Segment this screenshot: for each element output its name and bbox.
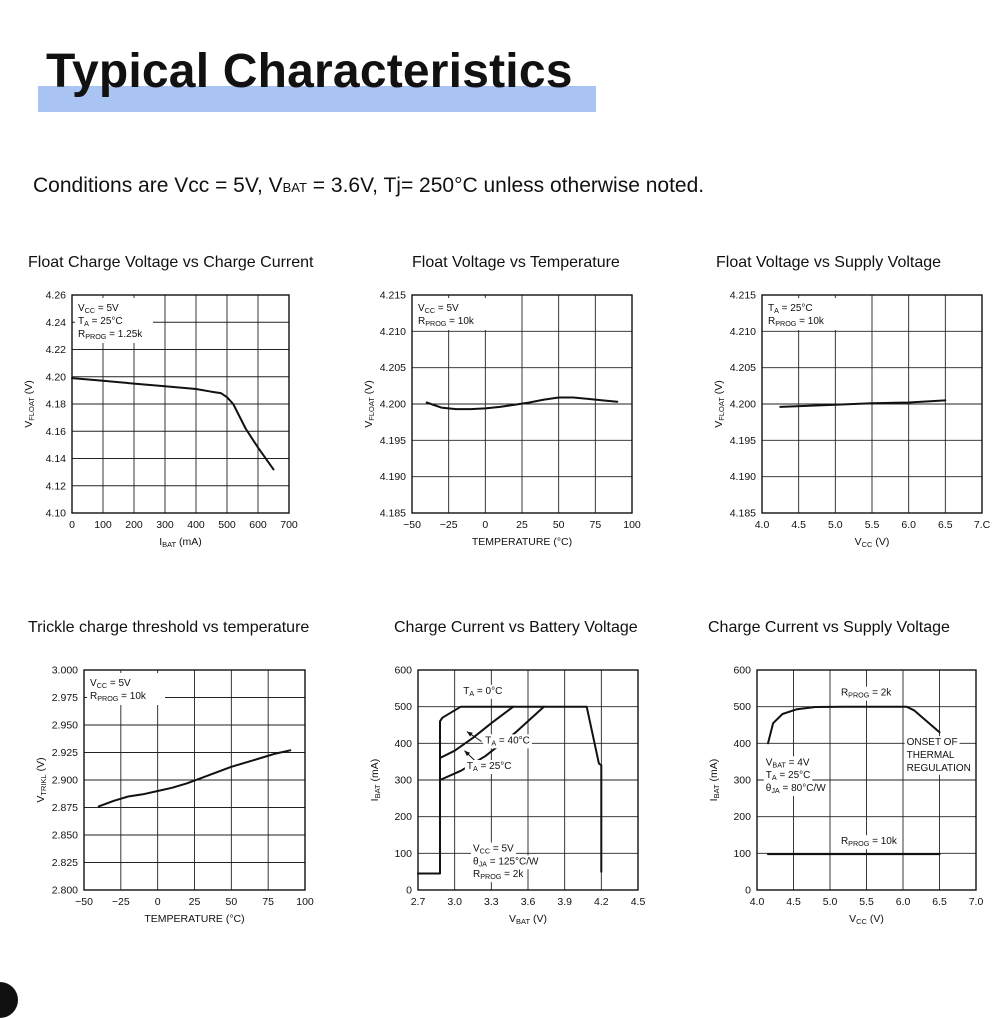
- chart-5-annotation-3: [473, 844, 514, 856]
- chart-5-xlabel-unit: (V): [530, 913, 547, 925]
- chart-1-xtick-label: 100: [94, 519, 112, 531]
- chart-3-ylabel-unit: (V): [713, 380, 725, 398]
- chart-3-ytick-label: 4.200: [729, 398, 756, 411]
- chart-6-annotation-2-main: THERMAL: [906, 750, 955, 761]
- chart-1-ylabel-main: V: [23, 420, 35, 428]
- chart-3-ytick-label: 4.210: [729, 325, 756, 338]
- chart-2-legend-line-0-rest: = 5V: [435, 303, 459, 314]
- chart-1-xlabel: [159, 536, 202, 549]
- chart-6-ytick-label: 600: [733, 664, 751, 677]
- chart-3-ytick-label: 4.190: [729, 471, 756, 484]
- chart-1: [23, 290, 298, 550]
- chart-6-xlabel-unit: (V): [866, 913, 884, 925]
- chart-4-ytick-label: 2.825: [51, 857, 78, 869]
- chart-6-xtick-label: 5.5: [859, 896, 874, 908]
- chart-1-series-1: [72, 378, 274, 469]
- chart-1-legend-line-2-sub: PROG: [85, 332, 107, 341]
- chart-2-xtick-label: 50: [552, 519, 565, 531]
- chart-2-ytick-label: 4.215: [379, 289, 406, 302]
- chart-1-ylabel-sub: FLOAT: [27, 397, 36, 421]
- chart-2-ylabel-sub: FLOAT: [367, 397, 376, 421]
- chart-4-ylabel-unit: (V): [35, 757, 47, 775]
- chart-6-annotation-6-sub: JA: [771, 786, 780, 795]
- chart-6-ytick-label: 300: [733, 774, 751, 787]
- chart-4-ytick-label: 2.800: [51, 884, 78, 897]
- chart-6-xtick-label: 7.0: [968, 896, 984, 908]
- chart-5-xtick-label: 3.3: [484, 896, 499, 908]
- chart-1-ytick-label: 4.10: [45, 507, 66, 520]
- chart-5-ytick-label: 300: [394, 774, 412, 787]
- chart-1-xtick-label: 300: [156, 519, 174, 531]
- chart-6-annotation-5-main: T: [765, 770, 772, 782]
- chart-6-ylabel-main: I: [708, 798, 720, 802]
- chart-title-4: Trickle charge threshold vs temperature: [28, 619, 310, 636]
- chart-1-ytick-label: 4.12: [45, 480, 66, 493]
- chart-6-annotation-7-rest: = 10k: [869, 836, 897, 848]
- chart-1-legend-line-1-rest: = 25°C: [88, 316, 123, 327]
- conditions-text-subscript: BAT: [282, 180, 307, 195]
- chart-1-ytick-label: 4.24: [45, 316, 66, 329]
- chart-5-ytick-label: 600: [394, 664, 412, 677]
- chart-title-1: Float Charge Voltage vs Charge Current: [28, 254, 314, 271]
- chart-6-xtick-label: 4.5: [786, 896, 801, 908]
- chart-5-ytick-label: 400: [394, 737, 412, 750]
- chart-3-xtick-label: 5.0: [828, 519, 843, 531]
- chart-1-legend-line-0: [78, 303, 119, 315]
- chart-2-ytick-label: 4.200: [379, 398, 406, 411]
- chart-6-annotation-5-sub: A: [771, 773, 777, 783]
- chart-4-xtick-label: −25: [111, 896, 130, 908]
- chart-2-legend-line-1-main: R: [418, 316, 426, 327]
- chart-4-xlabel-main: TEMPERATURE (°C): [144, 913, 245, 925]
- chart-1-xtick-label: 700: [280, 519, 298, 531]
- chart-6-ytick-label: 0: [745, 884, 751, 897]
- chart-6-annotation-4-main: V: [765, 757, 773, 769]
- chart-3-legend-line-0-main: T: [768, 303, 775, 314]
- chart-3-xtick-label: 4.5: [791, 519, 806, 531]
- chart-2-ylabel-main: V: [363, 420, 375, 428]
- chart-1-legend-line-1-main: T: [78, 316, 85, 327]
- chart-4-xtick-label: −50: [75, 896, 93, 908]
- chart-5-xtick-label: 2.7: [410, 896, 426, 908]
- chart-5-ylabel-main: I: [369, 798, 381, 802]
- chart-6-annotation-5-rest: = 25°C: [776, 770, 811, 782]
- chart-title-6: Charge Current vs Supply Voltage: [708, 619, 950, 636]
- chart-2: [363, 290, 641, 549]
- chart-3-ylabel: [713, 380, 726, 428]
- chart-6: [708, 665, 983, 927]
- chart-2-legend-line-0-sub: CC: [424, 306, 436, 315]
- chart-4-xtick-label: 75: [262, 896, 275, 908]
- chart-2-legend-line-1-rest: = 10k: [446, 316, 474, 327]
- chart-6-ytick-label: 200: [733, 811, 751, 824]
- chart-title-5: Charge Current vs Battery Voltage: [394, 619, 638, 636]
- chart-5-ylabel-unit: (mA): [369, 758, 381, 785]
- chart-6-xlabel: [849, 913, 884, 926]
- chart-6-annotation-4-rest: = 4V: [785, 757, 810, 769]
- chart-5-annotation-3-sub: CC: [479, 846, 491, 856]
- chart-1-ytick-label: 4.22: [45, 344, 66, 356]
- chart-6-annotation-3-main: REGULATION: [906, 762, 971, 774]
- chart-3-xtick-label: 6.5: [938, 519, 953, 531]
- chart-3-xlabel: [855, 536, 890, 549]
- chart-4-xtick-label: 25: [188, 896, 201, 908]
- chart-5-xtick-label: 3.0: [447, 896, 462, 908]
- chart-6-annotation-6-main: θ: [765, 783, 772, 794]
- chart-5-annotation-1-main: T: [485, 735, 492, 747]
- chart-4-legend-line-0-rest: = 5V: [107, 678, 131, 689]
- chart-5-xtick-label: 3.9: [557, 896, 572, 908]
- chart-3-legend-line-1-rest: = 10k: [796, 316, 824, 327]
- chart-5-ytick-label: 100: [394, 847, 412, 860]
- chart-4-xlabel: [144, 913, 244, 925]
- chart-3-legend-line-1-sub: PROG: [775, 319, 797, 328]
- chart-5-annotation-1-sub: A: [491, 738, 497, 748]
- chart-6-ytick-label: 100: [733, 847, 751, 860]
- chart-5-annotation-5-main: R: [473, 869, 481, 881]
- chart-3-ylabel-main: V: [713, 420, 725, 428]
- chart-2-ylabel: [363, 380, 376, 428]
- chart-1-ytick-label: 4.20: [45, 371, 66, 384]
- chart-6-xtick-label: 6.0: [895, 896, 911, 908]
- chart-2-ytick-label: 4.190: [379, 471, 406, 484]
- chart-6-xtick-label: 6.5: [932, 896, 947, 908]
- chart-3-xlabel-main: V: [854, 536, 862, 548]
- chart-6-annotation-6-rest: = 80°C/W: [779, 783, 826, 794]
- chart-6-annotation-7-main: R: [840, 836, 849, 848]
- chart-1-ytick-label: 4.26: [45, 289, 66, 302]
- chart-2-legend-line-1-sub: PROG: [425, 319, 447, 328]
- chart-4: [35, 665, 314, 926]
- chart-5-ytick-label: 200: [394, 811, 412, 824]
- chart-5-annotation-3-main: V: [473, 843, 480, 855]
- chart-5-annotation-4-main: θ: [473, 856, 479, 868]
- chart-3-legend-line-1-main: R: [768, 316, 776, 327]
- chart-2-xtick-label: 75: [589, 519, 602, 531]
- chart-3: [713, 290, 991, 550]
- chart-6-annotation-0-rest: = 2k: [869, 687, 892, 699]
- chart-4-legend-line-0: [90, 678, 131, 690]
- chart-6-annotation-4: [766, 757, 810, 769]
- chart-4-legend-line-1-rest: = 10k: [118, 691, 146, 702]
- chart-2-legend-line-0: [418, 303, 459, 315]
- chart-4-xtick-label: 0: [154, 896, 161, 908]
- chart-3-xlabel-unit: (V): [872, 536, 890, 548]
- chart-3-legend-line-0-sub: A: [774, 306, 779, 315]
- chart-6-xlabel-sub: CC: [856, 917, 867, 926]
- chart-4-legend-line-1-main: R: [90, 691, 98, 702]
- chart-2-ylabel-unit: (V): [363, 380, 375, 398]
- chart-4-ylabel-sub: TRIKL: [39, 774, 48, 796]
- chart-2-legend-line-0-main: V: [418, 303, 425, 314]
- chart-1-xtick-label: 400: [187, 519, 205, 531]
- chart-6-ytick-label: 400: [733, 737, 751, 750]
- page-title: Typical Characteristics: [46, 45, 573, 98]
- chart-2-ytick-label: 4.185: [379, 507, 406, 520]
- chart-title-3: Float Voltage vs Supply Voltage: [716, 254, 942, 271]
- chart-5-xlabel: [509, 913, 547, 926]
- chart-3-ytick-label: 4.215: [729, 289, 756, 302]
- chart-4-ytick-label: 2.875: [51, 802, 78, 814]
- chart-6-annotation-0-main: R: [840, 687, 849, 699]
- chart-6-annotation-4-sub: BAT: [772, 760, 786, 770]
- chart-2-xtick-label: 100: [623, 519, 641, 531]
- chart-5-xtick-label: 3.6: [520, 896, 536, 908]
- chart-2-xtick-label: −50: [403, 519, 421, 531]
- chart-6-annotation-3: [907, 763, 971, 774]
- chart-3-xtick-label: 5.5: [864, 519, 880, 531]
- chart-3-xtick-label: 6.0: [901, 519, 916, 531]
- chart-5-xtick-label: 4.5: [630, 896, 646, 908]
- chart-5-series-2: [440, 707, 513, 758]
- chart-2-xtick-label: −25: [439, 519, 458, 531]
- chart-5-annotation-4-rest: = 125°C/W: [486, 856, 539, 868]
- chart-4-ytick-label: 3.000: [51, 664, 78, 677]
- conditions-text-part-a: Conditions are Vcc = 5V, V: [33, 174, 283, 197]
- chart-1-ylabel: [23, 380, 36, 428]
- chart-4-ylabel-main: V: [35, 795, 47, 803]
- chart-1-ytick-label: 4.18: [45, 398, 66, 411]
- chart-5-annotation-3-rest: = 5V: [490, 843, 514, 855]
- chart-4-ytick-label: 2.975: [51, 692, 78, 704]
- chart-4-xtick-label: 50: [225, 896, 238, 908]
- chart-5-annotation-1-rest: = 40°C: [496, 735, 530, 747]
- chart-3-ytick-label: 4.195: [729, 434, 756, 447]
- chart-2-ytick-label: 4.205: [379, 362, 406, 375]
- chart-5-annotation-2-sub: A: [472, 764, 478, 773]
- chart-2-xtick-label: 0: [482, 519, 489, 531]
- chart-4-ytick-label: 2.900: [51, 774, 78, 787]
- chart-3-ylabel-sub: FLOAT: [717, 397, 726, 421]
- chart-5-annotation-0: [463, 686, 502, 698]
- chart-5-annotation-2-main: T: [466, 761, 473, 772]
- chart-5-pointer-head-0: [467, 732, 473, 737]
- chart-4-legend-line-0-sub: CC: [96, 681, 108, 690]
- chart-6-ylabel: [708, 759, 721, 802]
- chart-2-xlabel: [472, 536, 572, 548]
- chart-1-xlabel-sub: BAT: [162, 540, 177, 549]
- chart-2-xtick-label: 25: [516, 519, 528, 531]
- chart-6-xlabel-main: V: [849, 913, 857, 925]
- chart-1-ytick-label: 4.14: [45, 453, 66, 465]
- chart-5-ytick-label: 0: [406, 884, 412, 897]
- chart-5: [369, 665, 645, 927]
- conditions-text-part-b: = 3.6V, Tj= 250°C unless otherwise noted.: [306, 174, 705, 197]
- chart-5-annotation-5-rest: = 2k: [501, 869, 524, 881]
- chart-2-xlabel-main: TEMPERATURE (°C): [471, 536, 573, 548]
- chart-1-legend-line-2-main: R: [78, 329, 86, 340]
- chart-1-ylabel-unit: (V): [23, 380, 35, 398]
- chart-1-xlabel-unit: (mA): [176, 536, 202, 548]
- chart-5-ylabel: [369, 759, 382, 802]
- chart-6-xtick-label: 4.0: [749, 896, 765, 908]
- chart-1-legend-line-0-sub: CC: [84, 306, 96, 315]
- chart-6-xtick-label: 5.0: [822, 896, 838, 908]
- chart-1-legend-line-0-main: V: [78, 303, 85, 314]
- chart-2-ytick-label: 4.195: [379, 434, 406, 447]
- chart-3-xtick-label: 7.C: [973, 519, 991, 531]
- chart-5-annotation-0-rest: = 0°C: [474, 685, 503, 697]
- chart-1-xlabel-main: I: [159, 536, 163, 548]
- chart-3-xtick-label: 4.0: [754, 519, 770, 531]
- chart-6-ylabel-sub: BAT: [712, 784, 721, 799]
- chart-1-xtick-label: 200: [125, 519, 143, 531]
- chart-1-xtick-label: 500: [218, 519, 236, 531]
- chart-5-annotation-4-sub: JA: [478, 859, 487, 869]
- chart-6-annotation-1-main: ONSET OF: [906, 737, 958, 749]
- chart-5-ytick-label: 500: [394, 701, 412, 714]
- chart-5-annotation-5-sub: PROG: [480, 872, 502, 882]
- chart-4-ytick-label: 2.925: [51, 747, 78, 759]
- chart-1-legend-line-0-rest: = 5V: [95, 303, 119, 314]
- chart-6-ytick-label: 500: [733, 701, 751, 714]
- chart-5-annotation-0-sub: A: [469, 688, 475, 698]
- chart-1-legend-line-2-rest: = 1.25k: [106, 329, 143, 340]
- chart-6-ylabel-unit: (mA): [708, 758, 720, 785]
- chart-3-ytick-label: 4.185: [729, 507, 756, 520]
- chart-5-annotation-0-main: T: [463, 685, 470, 697]
- chart-1-xtick-label: 600: [249, 519, 267, 531]
- chart-4-xtick-label: 100: [296, 896, 314, 908]
- chart-6-annotation-2: [907, 750, 955, 761]
- chart-6-annotation-0-sub: PROG: [848, 690, 870, 700]
- chart-5-annotation-2-rest: = 25°C: [477, 761, 512, 772]
- chart-4-legend-line-0-main: V: [90, 678, 97, 689]
- chart-1-xtick-label: 0: [69, 519, 75, 531]
- chart-4-ytick-label: 2.850: [51, 829, 78, 842]
- chart-2-ytick-label: 4.210: [379, 325, 406, 338]
- chart-6-annotation-1: [907, 737, 958, 748]
- chart-3-xlabel-sub: CC: [861, 540, 873, 549]
- chart-4-legend-line-1-sub: PROG: [97, 694, 119, 703]
- chart-5-ylabel-sub: BAT: [373, 784, 382, 799]
- chart-5-xlabel-main: V: [509, 913, 517, 925]
- chart-3-legend-line-0-rest: = 25°C: [778, 303, 813, 314]
- chart-1-legend-line-1-sub: A: [84, 319, 89, 328]
- chart-4-ylabel: [35, 757, 48, 802]
- chart-5-xlabel-sub: BAT: [516, 917, 531, 926]
- chart-4-ytick-label: 2.950: [51, 719, 78, 732]
- chart-6-annotation-7-sub: PROG: [848, 839, 870, 849]
- chart-5-xtick-label: 4.2: [594, 896, 609, 908]
- chart-3-ytick-label: 4.205: [729, 362, 756, 375]
- chart-1-ytick-label: 4.16: [45, 425, 66, 438]
- chart-title-2: Float Voltage vs Temperature: [412, 254, 620, 271]
